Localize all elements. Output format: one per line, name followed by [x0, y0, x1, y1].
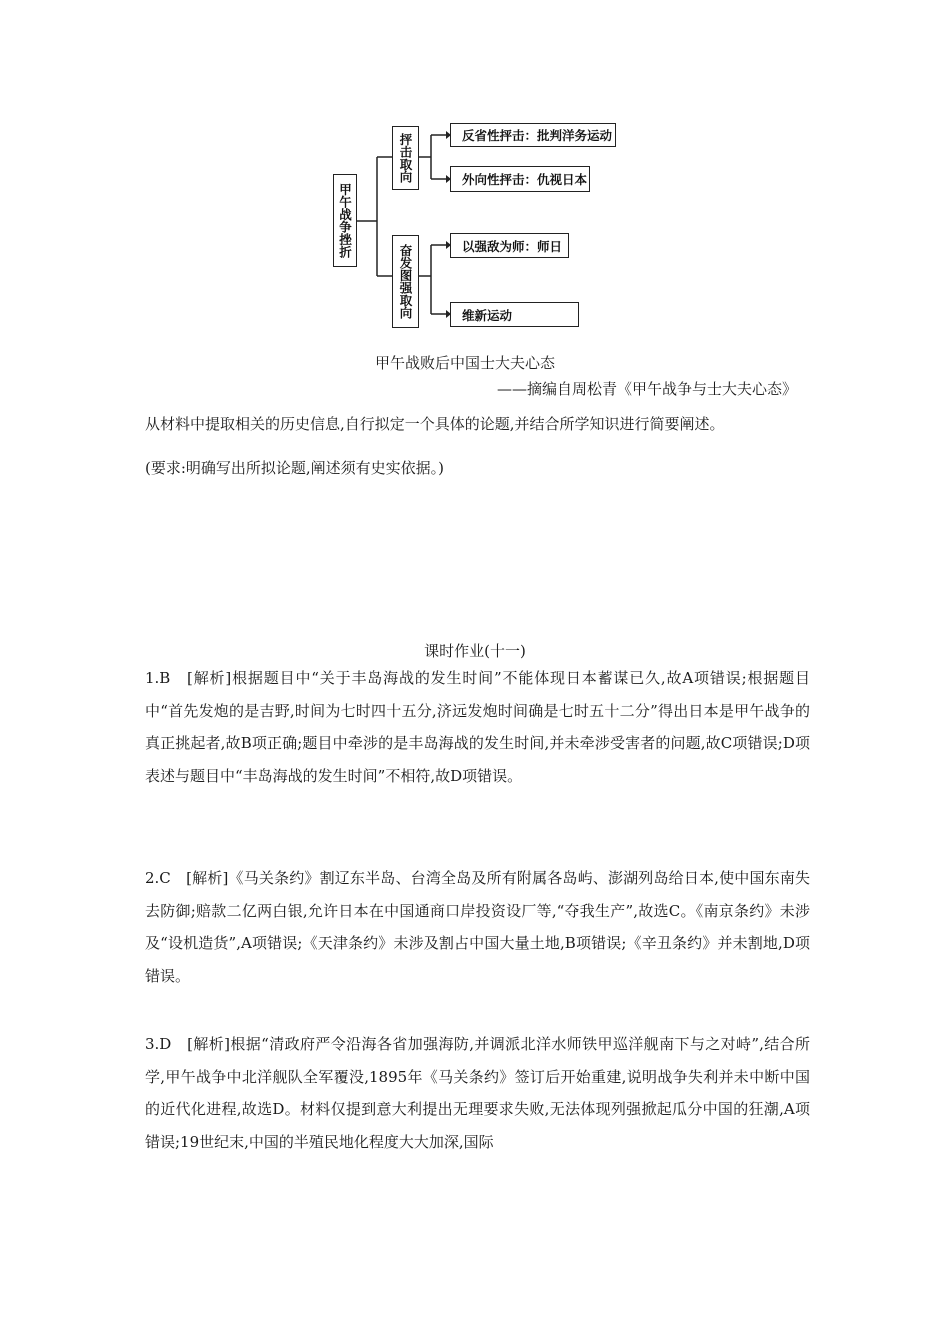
diagram-leaf-box-learn-from-enemy: 以强敌为师：师日 [450, 233, 569, 258]
diagram-leaf-box-reform: 维新运动 [450, 302, 579, 327]
answer-item-3: 3.D [解析]根据“清政府严令沿海各省加强海防,并调派北洋水师铁甲巡洋舰南下与之对峙”,结合所学,甲午战争中北洋舰队全军覆没,1895年《马关条约》签订后开始重建,说明战争失利并未中断中国的近代化进程,故选D。材料仅提到意大利提出无理要求失败,无法体现列强掀起瓜分中国的狂潮,A项错误;19世纪末,中国的半殖民地化程度大大加深,国际 [145, 1035, 810, 1151]
answers-heading: 课时作业(十一) [424, 642, 526, 660]
question-requirement: (要求:明确写出所拟论题,阐述须有史实依据。) [145, 459, 445, 477]
diagram-branch-box-criticism: 抨击取向 [392, 126, 419, 190]
diagram-root-box: 甲午战争挫折 [333, 174, 357, 267]
diagram-leaf-box-reflective-criticism: 反省性抨击：批判洋务运动 [450, 123, 616, 147]
diagram-branch-box-striving: 奋发图强取向 [392, 235, 419, 328]
question-prompt: 从材料中提取相关的历史信息,自行拟定一个具体的论题,并结合所学知识进行简要阐述。 [145, 415, 725, 433]
answer-item-1: 1.B [解析]根据题目中“关于丰岛海战的发生时间”不能体现日本蓄谋已久,故A项错误;根据题目中“首先发炮的是吉野,时间为七时四十五分,济远发炮时间确是七时五十二分”得出日本是甲午战争的真正挑起者,故B项正确;题目中牵涉的是丰岛海战的发生时间,并未牵涉受害者的问题,故C项错误;D项表述与题目中“丰岛海战的发生时间”不相符,故D项错误。 [145, 669, 810, 785]
diagram-source: ——摘编自周松青《甲午战争与士大夫心态》 [497, 380, 798, 398]
answer-item-2: 2.C [解析]《马关条约》割辽东半岛、台湾全岛及所有附属各岛屿、澎湖列岛给日本,使中国东南失去防御;赔款二亿两白银,允许日本在中国通商口岸投资设厂等,“夺我生产”,故选C。《南京条约》未涉及“设机造货”,A项错误;《天津条约》未涉及割占中国大量土地,B项错误;《辛丑条约》并未割地,D项错误。 [145, 869, 810, 985]
mentality-diagram [0, 0, 950, 340]
diagram-leaf-box-external-criticism: 外向性抨击：仇视日本 [450, 166, 590, 192]
diagram-caption: 甲午战败后中国士大夫心态 [375, 354, 556, 372]
